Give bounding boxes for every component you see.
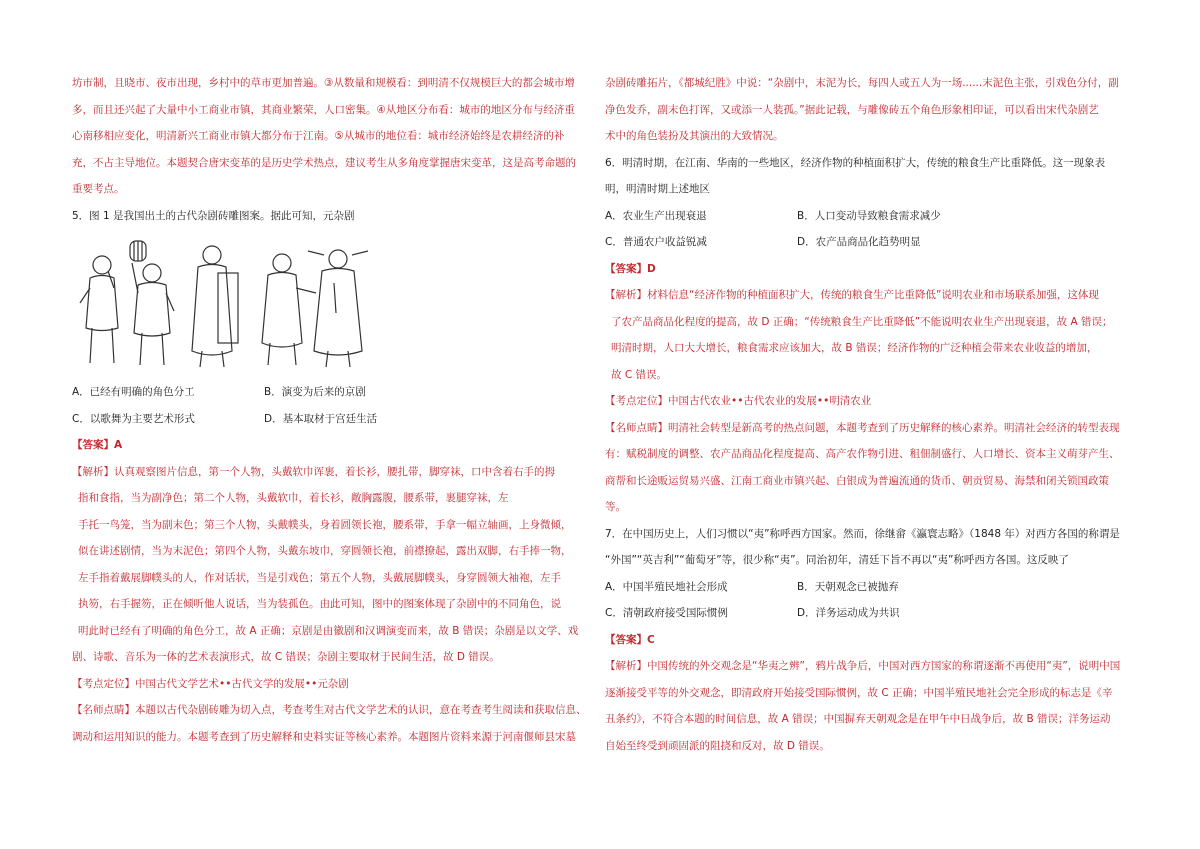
text-line: 术中的角色装扮及其演出的大致情况。	[605, 130, 784, 142]
text-line: 【解析】中国传统的外交观念是“华夷之辨”，鸦片战争后，中国对西方国家的称谓逐渐不再使用“夷”，说明中国	[605, 660, 1121, 672]
text-line: 明此时已经有了明确的角色分工，故 A 正确；京剧是由徽剧和汉调演变而来，故 B 错误；杂剧是以文学、戏	[78, 624, 579, 637]
text-line: 心南移相应变化，明清新兴工商业市镇大都分布于江南。⑤从城市的地位看：城市经济始终是农耕经济的补	[72, 130, 565, 142]
analysis-block	[72, 459, 592, 671]
text-line: 商帮和长途贩运贸易兴盛、江南工商业市镇兴起、白银成为普遍流通的货币、朝贡贸易、海禁和闭关锁国政策	[605, 474, 1109, 487]
answer-label: 【答案】D	[605, 262, 656, 275]
option-d: D．洋务运动成为共识	[797, 607, 900, 619]
text-line: 【解析】认真观察图片信息，第一个人物，头戴软巾诨裹，着长衫，腰扎带，脚穿袜，口中含着右手的拇	[72, 465, 555, 478]
text-line: 剧、诗歌、音乐为一体的艺术表演形式，故 C 错误；杂剧主要取材于民间生活，故 D 错误。	[72, 651, 500, 663]
option-a: A．农业生产出现衰退	[605, 209, 707, 222]
left-intro	[72, 70, 592, 203]
text-line: 【解析】材料信息“经济作物的种植面积扩大，传统的粮食生产比重降低”说明农业和市场联系加强，这体现	[605, 289, 1099, 301]
answer-label: 【答案】C	[605, 633, 655, 646]
option-b: B．演变为后来的京剧	[264, 386, 366, 398]
text-line: 似在讲述剧情，当为末泥色；第四个人物，头戴东坡巾，穿圆领长袍，前襟撩起，露出双脚，右手捧一物，	[78, 545, 572, 557]
text-line: 调动和运用知识的能力。本题考查到了历史解释和史料实证等核心素养。本题图片资料来源于河南偃师县宋墓	[72, 730, 576, 743]
text-line: 杂剧砖雕拓片，《都城纪胜》中说：“杂剧中，末泥为长，每四人或五人为一场......末泥色主张，引戏色分付，副	[605, 77, 1119, 89]
option-c: C．以歌舞为主要艺术形式	[72, 412, 195, 425]
text-line: 丑条约》，不符合本题的时间信息，故 A 错误；中国摒弃天朝观念是在甲午中日战争后，故 B 错误；洋务运动	[605, 713, 1111, 725]
question-stem: 6．明清时期，在江南、华南的一些地区，经济作物的种植面积扩大，传统的粮食生产比重降低。这一现象表	[605, 156, 1106, 169]
text-line: 手托一鸟笼，当为副末色；第三个人物，头戴幞头，身着圆领长袍，腰系带，手拿一幅立轴画，上身微倾，	[78, 518, 572, 531]
question-7	[605, 521, 1125, 760]
question-stem: “外国”“英吉利”“葡萄牙”等，很少称“夷”。同治初年，清廷下旨不再以“夷”称呼西方各国。这反映了	[605, 554, 1069, 566]
option-d: D．农产品商品化趋势明显	[797, 236, 921, 248]
option-b: B．天朝观念已被抛弃	[797, 580, 899, 593]
text-line: 等。	[605, 501, 626, 513]
option-d: D．基本取材于宫廷生活	[264, 412, 378, 425]
right-intro	[605, 70, 1125, 150]
right-column	[605, 70, 1125, 759]
question-options	[605, 574, 1125, 627]
point-label: 【考点定位】中国古代农业••古代农业的发展••明清农业	[605, 395, 872, 407]
text-line: 自始至终受到顽固派的阻挠和反对，故 D 错误。	[605, 739, 830, 752]
comment-block	[72, 697, 592, 750]
option-b: B．人口变动导致粮食需求减少	[797, 209, 941, 222]
analysis-block	[605, 282, 1125, 388]
text-line: 故 C 错误。	[611, 368, 668, 381]
question-5	[72, 203, 592, 751]
text-line: 净色发乔，副末色打诨，又或添一人装孤。”据此记载，与雕像砖五个角色形象相印证，可以看出宋代杂剧艺	[605, 103, 1099, 116]
option-c: C．普通农户收益锐减	[605, 236, 707, 248]
question-stem: 明，明清时期上述地区	[605, 183, 710, 195]
text-line: 了农产品商品化程度的提高，故 D 正确；“传统粮食生产比重降低”不能说明农业生产出现衰退，故 A 错误；	[611, 315, 1113, 328]
question-stem: 7．在中国历史上，人们习惯以“夷”称呼西方国家。然而，徐继畲《瀛寰志略》（1848 年）对西方各国的称谓是	[605, 527, 1120, 540]
text-line: 有：赋税制度的调整、农产品商品化程度提高、高产农作物引进、租佃制盛行、人口增长、资本主义萌芽产生、	[605, 448, 1120, 460]
zaju-figures-illustration	[72, 233, 372, 373]
text-line: 明清时期，人口大大增长，粮食需求应该加大，故 B 错误；经济作物的广泛种植会带来农业收益的增加，	[611, 342, 1098, 354]
text-line: 重要考点。	[72, 183, 125, 195]
text-line: 【名师点睛】本题以古代杂剧砖雕为切入点，考查考生对古代文学艺术的认识，意在考查考生阅读和获取信息、	[72, 704, 587, 716]
left-column	[72, 70, 592, 750]
option-a: A．已经有明确的角色分工	[72, 386, 195, 398]
text-line: 左手指着戴展脚幞头的人，作对话状，当是引戏色；第五个人物，头戴展脚幞头，身穿圆领大袖袍，左手	[78, 571, 561, 584]
text-line: 充，不占主导地位。本题契合唐宋变革的是历史学术热点，建议考生从多角度掌握唐宋变革，这是高考命题的	[72, 156, 576, 169]
zaju-brick-carving-figure	[72, 233, 592, 373]
question-stem: 5．图 1 是我国出土的古代杂剧砖雕图案。据此可知，元杂剧	[72, 209, 355, 222]
text-line: 坊市制，且晓市、夜市出现，乡村中的草市更加普遍。③从数量和规模看：到明清不仅规模巨大的都会城市增	[72, 77, 575, 89]
option-c: C．清朝政府接受国际惯例	[605, 607, 728, 619]
text-line: 多，而且还兴起了大量中小工商业市镇，其商业繁荣，人口密集。④从地区分布看：城市的地区分布与经济重	[72, 103, 575, 116]
question-6	[605, 150, 1125, 521]
text-line: 执笏，右手握笏，正在倾听他人说话，当为装孤色。由此可知，图中的图案体现了杂剧中的不同角色，说	[78, 598, 561, 610]
question-options	[72, 379, 592, 432]
point-label: 【考点定位】中国古代文学艺术••古代文学的发展••元杂剧	[72, 677, 349, 690]
comment-block	[605, 415, 1125, 521]
text-line: 【名师点睛】明清社会转型是新高考的热点问题，本题考查到了历史解释的核心素养。明清社会经济的转型表现	[605, 421, 1120, 434]
text-line: 指和食指，当为副净色；第二个人物，头戴软巾，着长衫，敞胸露腹，腰系带，裹腿穿袜，左	[78, 492, 509, 504]
answer-label: 【答案】A	[72, 439, 123, 451]
option-a: A．中国半殖民地社会形成	[605, 580, 728, 593]
analysis-block	[605, 653, 1125, 759]
text-line: 逐渐接受平等的外交观念，即清政府开始接受国际惯例，故 C 正确；中国半殖民地社会完全形成的标志是《辛	[605, 686, 1113, 699]
question-options	[605, 203, 1125, 256]
